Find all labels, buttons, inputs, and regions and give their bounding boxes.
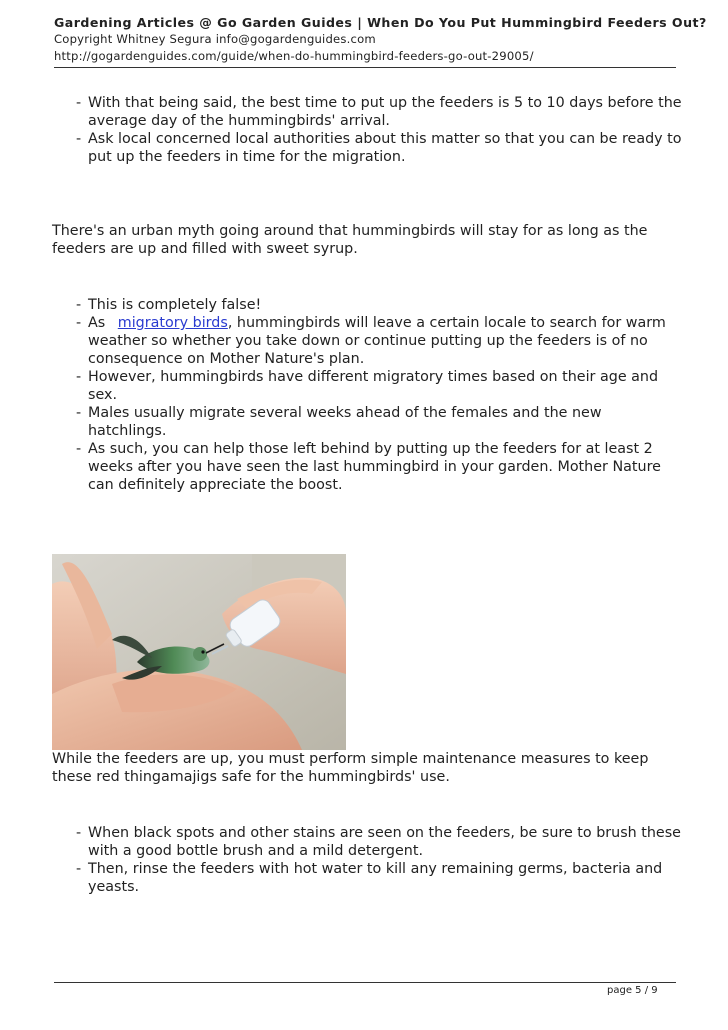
- list-item: - However, hummingbirds have different migratory times based on their age and sex.: [88, 368, 682, 404]
- bullet-list-migration: [52, 296, 682, 494]
- list-item: - With that being said, the best time to put up the feeders is 5 to 10 days before the average day of the hummingbirds' arrival.: [88, 94, 682, 130]
- list-item-text: , hummingbirds will leave a certain locale to search for warm weather so whether you take down or continue putting up the feeders is of no consequence on Mother Nature's plan.: [88, 315, 666, 367]
- article-body: [52, 94, 682, 896]
- page-header: [54, 14, 707, 65]
- list-item: [88, 314, 682, 368]
- footer-divider: [54, 982, 676, 983]
- hummingbird-photo: [52, 554, 346, 750]
- bullet-list-timing: [52, 94, 682, 166]
- bullet-list-cleaning: [52, 824, 682, 896]
- header-title: Gardening Articles @ Go Garden Guides | When Do You Put Hummingbird Feeders Out?: [54, 15, 707, 30]
- list-item-text: As: [88, 315, 110, 331]
- migratory-birds-link[interactable]: migratory birds: [117, 315, 228, 331]
- list-item: - When black spots and other stains are seen on the feeders, be sure to brush these with a good bottle brush and a mild detergent.: [88, 824, 682, 860]
- paragraph-maintenance: While the feeders are up, you must perform simple maintenance measures to keep these red thingamajigs safe for the hummingbirds' use.: [52, 751, 649, 785]
- list-item: - Males usually migrate several weeks ahead of the females and the new hatchlings.: [88, 404, 682, 440]
- list-item: - Ask local concerned local authorities about this matter so that you can be ready to put up the feeders in time for the migration.: [88, 130, 682, 166]
- header-url: http://gogardenguides.com/guide/when-do-hummingbird-feeders-go-out-29005/: [54, 49, 534, 63]
- list-item: - This is completely false!: [88, 296, 682, 314]
- list-item: - As such, you can help those left behind by putting up the feeders for at least 2 weeks after you have seen the last hummingbird in your garden. Mother Nature can definitely appreciate the boost.: [88, 440, 682, 494]
- header-copyright: Copyright Whitney Segura info@gogardenguides.com: [54, 32, 376, 46]
- page-number: page 5 / 9: [607, 985, 658, 996]
- list-item: - Then, rinse the feeders with hot water to kill any remaining germs, bacteria and yeasts.: [88, 860, 682, 896]
- header-divider: [54, 67, 676, 68]
- paragraph-urban-myth: There's an urban myth going around that hummingbirds will stay for as long as the feeders are up and filled with sweet syrup.: [52, 223, 648, 257]
